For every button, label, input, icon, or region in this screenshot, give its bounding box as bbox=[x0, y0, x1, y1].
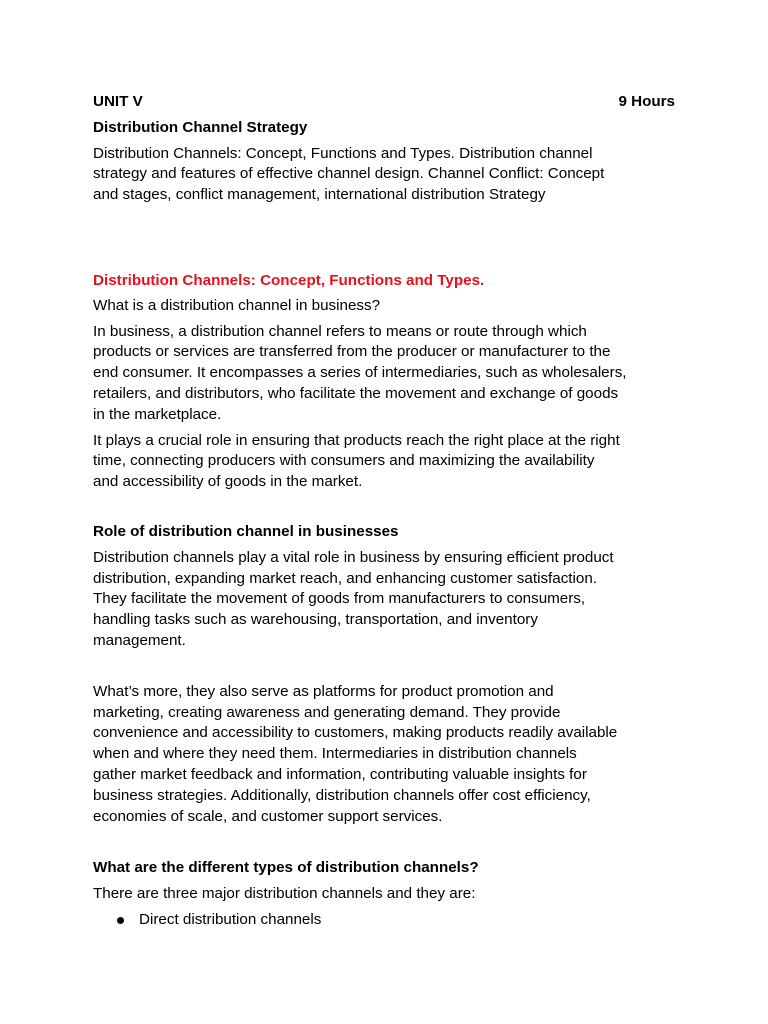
types-intro: There are three major distribution channels and they are: bbox=[93, 885, 476, 903]
section-heading-concept: Distribution Channels: Concept, Functions and Types. bbox=[93, 271, 485, 289]
paragraph-line: management. bbox=[93, 631, 186, 649]
paragraph-line: time, connecting producers with consumers and maximizing the availability bbox=[93, 452, 595, 470]
section-question: What is a distribution channel in business? bbox=[93, 296, 381, 314]
intro-paragraph bbox=[93, 144, 683, 206]
role-paragraph-2 bbox=[93, 682, 683, 828]
unit-header-row bbox=[93, 92, 675, 113]
paragraph-line: economies of scale, and customer support services. bbox=[93, 807, 443, 825]
paragraph-line: It plays a crucial role in ensuring that products reach the right place at the right bbox=[93, 431, 620, 449]
paragraph-line: gather market feedback and information, contributing valuable insights for bbox=[93, 765, 587, 783]
paragraph-line: handling tasks such as warehousing, transportation, and inventory bbox=[93, 611, 538, 629]
paragraph-line: and accessibility of goods in the market. bbox=[93, 473, 363, 491]
paragraph-line: distribution, expanding market reach, and enhancing customer satisfaction. bbox=[93, 569, 598, 587]
definition-paragraph bbox=[93, 322, 683, 426]
section-heading-types: What are the different types of distribution channels? bbox=[93, 859, 479, 877]
paragraph-line: What’s more, they also serve as platforms for product promotion and bbox=[93, 682, 554, 700]
hours-label: 9 Hours bbox=[618, 93, 675, 110]
paragraph-line: convenience and accessibility to customers, making products readily available bbox=[93, 724, 618, 742]
document-page bbox=[93, 90, 683, 931]
paragraph-line: retailers, and distributors, who facilitate the movement and exchange of goods bbox=[93, 384, 619, 402]
paragraph-line: In business, a distribution channel refers to means or route through which bbox=[93, 322, 587, 340]
intro-line: strategy and features of effective channel design. Channel Conflict: Concept bbox=[93, 165, 605, 183]
role-summary-paragraph bbox=[93, 431, 683, 493]
section-heading-role: Role of distribution channel in businesses bbox=[93, 522, 399, 540]
paragraph-line: when and where they need them. Intermediaries in distribution channels bbox=[93, 745, 577, 763]
paragraph-line: in the marketplace. bbox=[93, 405, 222, 423]
unit-label: UNIT V bbox=[93, 93, 143, 110]
list-item bbox=[117, 910, 683, 931]
paragraph-line: business strategies. Additionally, distribution channels offer cost efficiency, bbox=[93, 786, 591, 804]
paragraph-line: end consumer. It encompasses a series of intermediaries, such as wholesalers, bbox=[93, 364, 627, 382]
intro-line: Distribution Channels: Concept, Functions and Types. Distribution channel bbox=[93, 144, 593, 162]
role-paragraph-1 bbox=[93, 548, 683, 652]
paragraph-line: Distribution channels play a vital role in business by ensuring efficient product bbox=[93, 548, 614, 566]
paragraph-line: marketing, creating awareness and generating demand. They provide bbox=[93, 703, 561, 721]
bullet-icon bbox=[117, 917, 124, 924]
paragraph-line: They facilitate the movement of goods from manufacturers to consumers, bbox=[93, 590, 586, 608]
paragraph-line: products or services are transferred from the producer or manufacturer to the bbox=[93, 343, 611, 361]
intro-line: and stages, conflict management, international distribution Strategy bbox=[93, 186, 546, 204]
document-title: Distribution Channel Strategy bbox=[93, 118, 308, 136]
list-item-label: Direct distribution channels bbox=[139, 910, 322, 928]
